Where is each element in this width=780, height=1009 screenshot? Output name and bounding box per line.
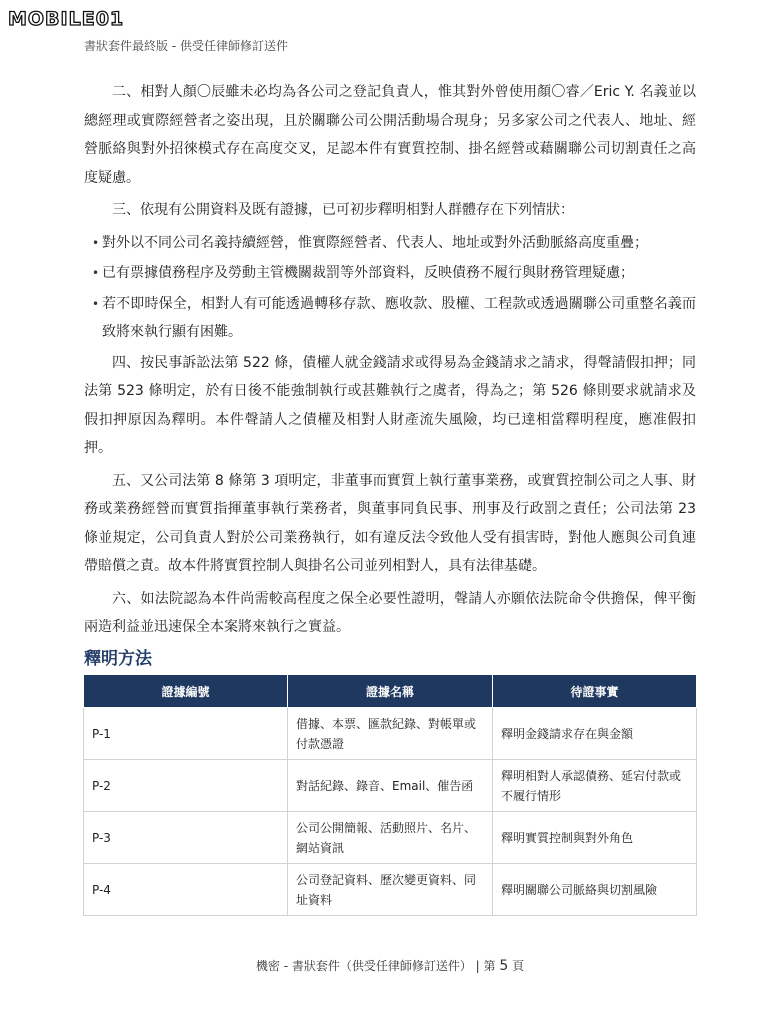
cell-fact: 釋明相對人承認債務、延宕付款或不履行情形 xyxy=(493,760,697,812)
cell-evidence-id: P-1 xyxy=(84,708,288,760)
section-title: 釋明方法 xyxy=(84,649,152,669)
paragraph-3: 三、依現有公開資料及既有證據，已可初步釋明相對人群體存在下列情狀： xyxy=(112,202,574,218)
header-evidence-name: 證據名稱 xyxy=(288,675,493,708)
table-row xyxy=(84,812,697,864)
watermark-logo xyxy=(8,6,124,32)
header-evidence-id: 證據編號 xyxy=(84,675,288,708)
cell-evidence-name: 公司登記資料、歷次變更資料、同址資料 xyxy=(288,864,493,916)
cell-evidence-name: 借據、本票、匯款紀錄、對帳單或付款憑證 xyxy=(288,708,493,760)
table-header-row xyxy=(84,675,697,708)
cell-evidence-id: P-3 xyxy=(84,812,288,864)
bullet-list xyxy=(84,229,696,347)
table-row xyxy=(84,864,697,916)
header-fact: 待證事實 xyxy=(493,675,697,708)
paragraph-5: 五、又公司法第 8 條第 3 項明定，非董事而實質上執行董事業務，或實質控制公司之人事、財務或業務經營而實質指揮董事執行業務者，與董事同負民事、刑事及行政罰之責任；公司法第 23 條並規定，公司負責人對於公司業務執行，如有違反法令致他人受有損害時，對他人應與公司負連帶賠償之責。故本件將實質控制人與掛名公司並列相對人，具有法律基礎。 xyxy=(84,472,696,574)
cell-evidence-name: 公司公開簡報、活動照片、名片、網站資訊 xyxy=(288,812,493,864)
cell-fact: 釋明關聯公司脈絡與切割風險 xyxy=(493,864,697,916)
document-header: 書狀套件最終版 - 供受任律師修訂送件 xyxy=(84,39,288,53)
cell-fact: 釋明實質控制與對外角色 xyxy=(493,812,697,864)
bullet-item: • 若不即時保全，相對人有可能透過轉移存款、應收款、股權、工程款或透過關聯公司重整名義而致將來執行顯有困難。 xyxy=(84,290,696,347)
paragraph-6: 六、如法院認為本件尚需較高程度之保全必要性證明，聲請人亦願依法院命令供擔保，俾平衡兩造利益並迅速保全本案將來執行之實益。 xyxy=(84,590,696,635)
footer-text: 機密 - 書狀套件（供受任律師修訂送件） | 第 xyxy=(255,959,496,973)
evidence-table xyxy=(83,674,697,916)
cell-evidence-id: P-2 xyxy=(84,760,288,812)
bullet-item: • 對外以不同公司名義持續經營，惟實際經營者、代表人、地址或對外活動脈絡高度重疊； xyxy=(84,229,696,258)
page-number: 5 xyxy=(499,958,509,974)
watermark-text: MOBILE01 xyxy=(8,8,125,30)
table-row xyxy=(84,708,697,760)
document-body xyxy=(84,78,696,646)
paragraph-4: 四、按民事訴訟法第 522 條，債權人就金錢請求或得易為金錢請求之請求，得聲請假扣押；同法第 523 條明定，於有日後不能強制執行或甚難執行之虞者，得為之；第 526 條則要求就請求及假扣押原因為釋明。本件聲請人之債權及相對人財產流失風險，均已達相當釋明程度，應准假扣押。 xyxy=(84,354,696,456)
cell-evidence-id: P-4 xyxy=(84,864,288,916)
paragraph-2: 二、相對人顏〇辰雖未必均為各公司之登記負責人，惟其對外曾使用顏〇睿／Eric Y. 名義並以總經理或實際經營者之姿出現，且於關聯公司公開活動場合現身；另多家公司之代表人、地址、經營脈絡與對外招徠模式存在高度交叉，足認本件有實質控制、掛名經營或藉關聯公司切割責任之高度疑慮。 xyxy=(84,84,696,186)
cell-evidence-name: 對話紀錄、錄音、Email、催告函 xyxy=(288,760,493,812)
cell-fact: 釋明金錢請求存在與金額 xyxy=(493,708,697,760)
table-row xyxy=(84,760,697,812)
page-footer xyxy=(0,957,780,974)
footer-suffix: 頁 xyxy=(512,959,525,973)
bullet-item: • 已有票據債務程序及勞動主管機關裁罰等外部資料，反映債務不履行與財務管理疑慮； xyxy=(84,259,696,288)
